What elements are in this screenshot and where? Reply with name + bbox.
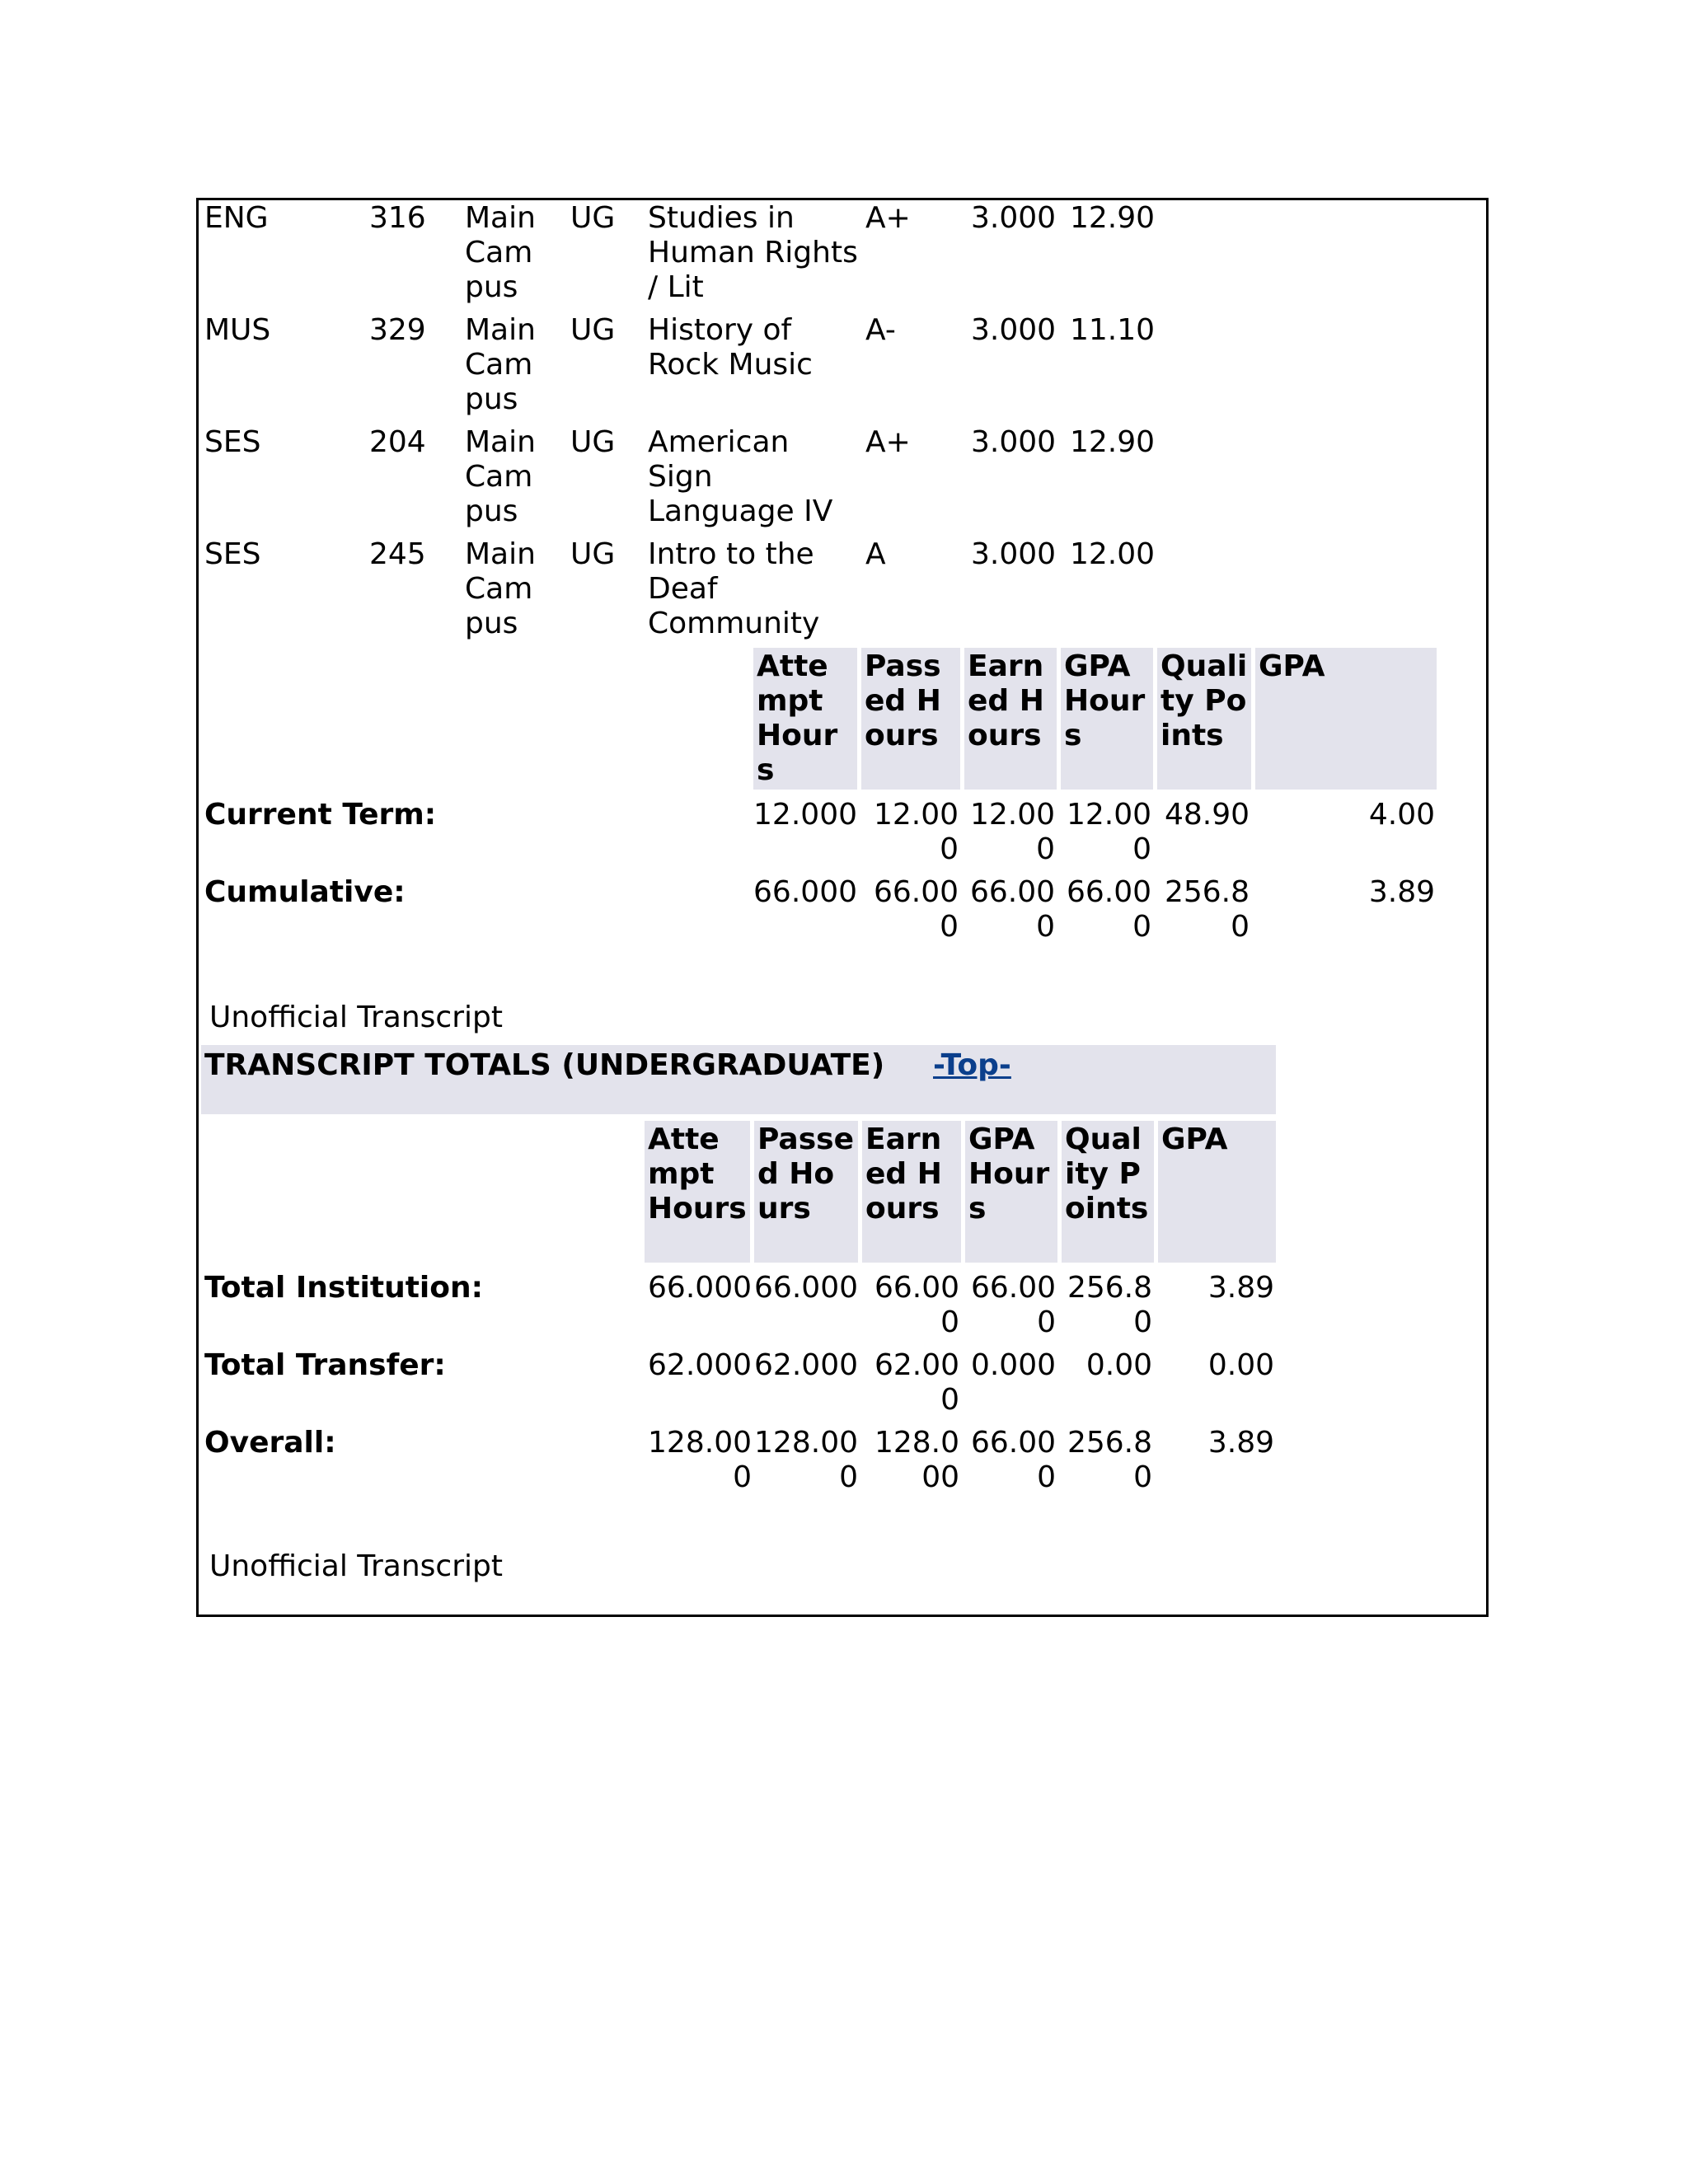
- quality-points-value: 256.80: [1164, 875, 1250, 944]
- row-label: Total Institution:: [204, 1271, 484, 1305]
- quality-points-value: 48.90: [1164, 798, 1250, 832]
- course-subject: SES: [204, 537, 261, 571]
- quality-points-value: 256.80: [1067, 1426, 1152, 1494]
- course-title: History of Rock Music: [648, 313, 813, 382]
- quality-points-value: 256.80: [1067, 1271, 1152, 1339]
- passed-hours-value: 128.000: [754, 1426, 858, 1494]
- course-number: 316: [369, 201, 426, 235]
- course-grade: A-: [865, 313, 896, 347]
- course-level: UG: [570, 425, 616, 459]
- gpa-hours-value: 66.000: [1066, 875, 1151, 944]
- header-gpa-hours: GPA Hours: [1061, 648, 1153, 790]
- course-subject: ENG: [204, 201, 269, 235]
- header-passed-hours: Passed Hours: [754, 1121, 858, 1263]
- attempt-hours-value: 66.000: [753, 875, 857, 909]
- course-hours: 3.000: [971, 537, 1057, 571]
- course-number: 329: [369, 313, 426, 347]
- earned-hours-value: 12.000: [969, 798, 1055, 866]
- course-points: 11.10: [1070, 313, 1156, 347]
- course-title: American Sign Language IV: [648, 425, 833, 528]
- course-level: UG: [570, 537, 616, 571]
- row-label: Overall:: [204, 1426, 336, 1460]
- header-attempt-hours: Attempt Hours: [753, 648, 857, 790]
- course-campus: Main Campus: [465, 425, 536, 528]
- gpa-hours-value: 12.000: [1066, 798, 1151, 866]
- gpa-value: 3.89: [1207, 1426, 1274, 1460]
- course-hours: 3.000: [971, 425, 1057, 459]
- row-label: Cumulative:: [204, 875, 406, 909]
- passed-hours-value: 66.000: [873, 875, 959, 944]
- course-campus: Main Campus: [465, 201, 536, 304]
- course-subject: SES: [204, 425, 261, 459]
- attempt-hours-value: 62.000: [648, 1348, 752, 1382]
- course-campus: Main Campus: [465, 537, 536, 640]
- course-grade: A+: [865, 201, 911, 235]
- header-earned-hours: Earned Hours: [862, 1121, 961, 1263]
- row-label: Current Term:: [204, 798, 437, 832]
- totals-heading: TRANSCRIPT TOTALS (UNDERGRADUATE): [204, 1048, 885, 1082]
- header-quality-points: Quality Points: [1157, 648, 1251, 790]
- attempt-hours-value: 66.000: [648, 1271, 752, 1305]
- course-title: Studies in Human Rights / Lit: [648, 201, 858, 304]
- course-points: 12.00: [1070, 537, 1156, 571]
- top-link[interactable]: -Top-: [933, 1048, 1011, 1082]
- earned-hours-value: 66.000: [874, 1271, 959, 1339]
- unofficial-transcript-note: Unofficial Transcript: [209, 1549, 503, 1583]
- course-level: UG: [570, 313, 616, 347]
- gpa-value: 3.89: [1368, 875, 1435, 909]
- earned-hours-value: 66.000: [969, 875, 1055, 944]
- course-campus: Main Campus: [465, 313, 536, 416]
- course-hours: 3.000: [971, 201, 1057, 235]
- gpa-value: 3.89: [1207, 1271, 1274, 1305]
- earned-hours-value: 128.000: [874, 1426, 959, 1494]
- header-earned-hours: Earned Hours: [964, 648, 1057, 790]
- course-hours: 3.000: [971, 313, 1057, 347]
- course-grade: A+: [865, 425, 911, 459]
- header-gpa: GPA: [1158, 1121, 1276, 1263]
- course-level: UG: [570, 201, 616, 235]
- gpa-value: 0.00: [1207, 1348, 1274, 1382]
- header-quality-points: Quality Points: [1062, 1121, 1154, 1263]
- earned-hours-value: 62.000: [874, 1348, 959, 1417]
- attempt-hours-value: 12.000: [753, 798, 857, 832]
- course-number: 245: [369, 537, 426, 571]
- unofficial-transcript-note: Unofficial Transcript: [209, 1001, 503, 1034]
- quality-points-value: 0.00: [1085, 1348, 1152, 1382]
- header-passed-hours: Passed Hours: [861, 648, 960, 790]
- gpa-hours-value: 66.000: [970, 1426, 1056, 1494]
- course-grade: A: [865, 537, 886, 571]
- gpa-hours-value: 0.000: [970, 1348, 1056, 1382]
- passed-hours-value: 12.000: [873, 798, 959, 866]
- course-number: 204: [369, 425, 426, 459]
- passed-hours-value: 62.000: [754, 1348, 858, 1382]
- course-points: 12.90: [1070, 425, 1156, 459]
- attempt-hours-value: 128.000: [648, 1426, 752, 1494]
- course-subject: MUS: [204, 313, 271, 347]
- row-label: Total Transfer:: [204, 1348, 446, 1382]
- course-title: Intro to the Deaf Community: [648, 537, 820, 640]
- passed-hours-value: 66.000: [754, 1271, 858, 1305]
- header-attempt-hours: Attempt Hours: [645, 1121, 750, 1263]
- course-points: 12.90: [1070, 201, 1156, 235]
- header-gpa: GPA: [1255, 648, 1437, 790]
- header-gpa-hours: GPA Hours: [965, 1121, 1057, 1263]
- gpa-value: 4.00: [1368, 798, 1435, 832]
- gpa-hours-value: 66.000: [970, 1271, 1056, 1339]
